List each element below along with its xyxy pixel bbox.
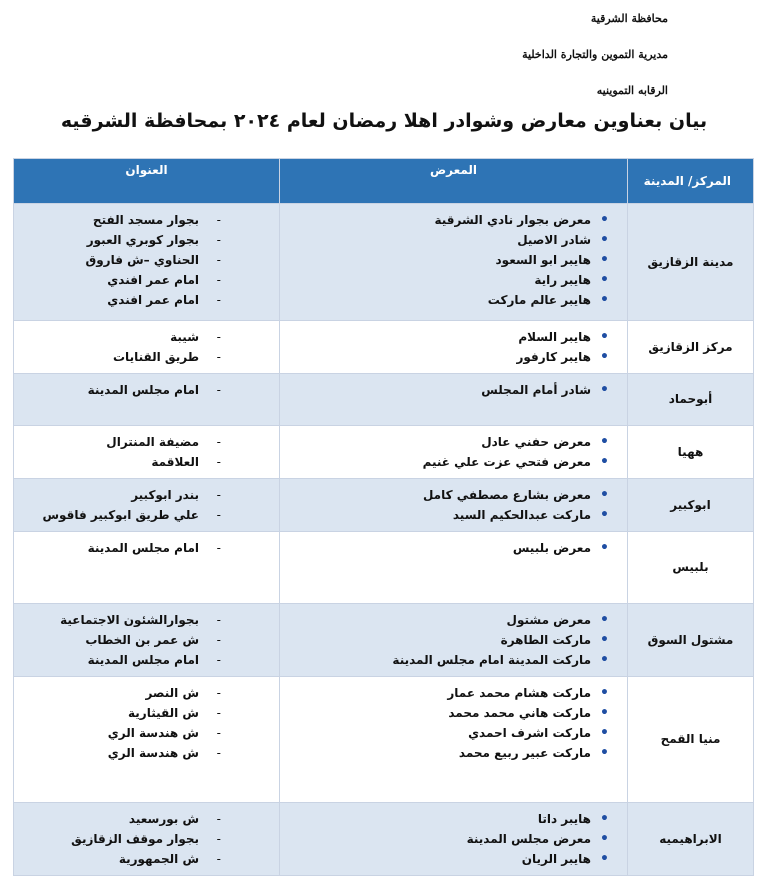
table-row — [14, 604, 754, 677]
addresses-list — [14, 374, 279, 406]
city-cell: أبوحماد — [628, 374, 754, 426]
addresses-cell — [14, 604, 280, 677]
table-row — [14, 479, 754, 532]
addresses-list — [14, 532, 279, 564]
exhibitions-list — [280, 479, 627, 531]
header-department: الرقابه التموينيه — [596, 84, 668, 97]
exhibitions-list — [280, 374, 627, 406]
address-item: - بندر ابوكبير — [14, 485, 279, 505]
exhibition-item: • ماركت عبدالحكيم السيد — [280, 505, 627, 525]
table-row — [14, 426, 754, 479]
city-cell: ابوكبير — [628, 479, 754, 532]
addresses-cell — [14, 677, 280, 803]
address-item: - ش عمر بن الخطاب — [14, 630, 279, 650]
exhibition-item: • هايبر عالم ماركت — [280, 290, 627, 310]
header-address: العنوان — [14, 159, 280, 204]
exhibition-item: • ماركت الطاهرة — [280, 630, 627, 650]
exhibition-item: • هايبر داتا — [280, 809, 627, 829]
address-item: - ش بورسعيد — [14, 809, 279, 829]
exhibition-item: • معرض مشتول — [280, 610, 627, 630]
address-item: - ش القيثارية — [14, 703, 279, 723]
exhibition-item: • معرض بجوار نادي الشرقية — [280, 210, 627, 230]
exhibitions-cell — [280, 479, 628, 532]
city-cell: مدينة الزقازيق — [628, 204, 754, 321]
exhibition-item: • ماركت عبير ربيع محمد — [280, 743, 627, 763]
address-item: - بجوار كوبري العبور — [14, 230, 279, 250]
address-item: - امام مجلس المدينة — [14, 650, 279, 670]
address-item: - ش النصر — [14, 683, 279, 703]
header-governorate: محافظة الشرقية — [590, 12, 668, 25]
table-row — [14, 677, 754, 803]
exhibitions-cell — [280, 321, 628, 374]
exhibition-item: • معرض مجلس المدينة — [280, 829, 627, 849]
exhibitions-list — [280, 677, 627, 769]
city-cell: بلبيس — [628, 532, 754, 604]
addresses-list — [14, 204, 279, 316]
address-item: - ش هندسة الري — [14, 743, 279, 763]
address-item: - بجوار مسجد الفتح — [14, 210, 279, 230]
document-title: بيان بعناوين معارض وشوادر اهلا رمضان لعام ٢٠٢٤ بمحافظة الشرقيه — [60, 110, 708, 132]
address-item: - ش الجمهورية — [14, 849, 279, 869]
exhibitions-cell — [280, 532, 628, 604]
address-item: - بجوارالشئون الاجتماعية — [14, 610, 279, 630]
city-cell: مركز الزقازيق — [628, 321, 754, 374]
table-body — [14, 204, 754, 876]
header-city: المركز/ المدينة — [628, 159, 754, 204]
table-row — [14, 374, 754, 426]
addresses-cell — [14, 479, 280, 532]
exhibitions-list — [280, 204, 627, 316]
table-row — [14, 321, 754, 374]
addresses-list — [14, 803, 279, 875]
table-row — [14, 803, 754, 876]
exhibitions-list — [280, 426, 627, 478]
addresses-list — [14, 677, 279, 769]
exhibitions-list — [280, 321, 627, 373]
exhibitions-list — [280, 532, 627, 564]
city-cell: منيا القمح — [628, 677, 754, 803]
address-item: - طريق القنايات — [14, 347, 279, 367]
address-item: - بجوار موقف الزقازيق — [14, 829, 279, 849]
city-cell: مشتول السوق — [628, 604, 754, 677]
table-header-row — [14, 159, 754, 204]
exhibitions-list — [280, 803, 627, 875]
addresses-cell — [14, 374, 280, 426]
header-exhibition: المعرض — [280, 159, 628, 204]
exhibition-item: • ماركت المدينة امام مجلس المدينة — [280, 650, 627, 670]
address-item: - العلاقمة — [14, 452, 279, 472]
exhibitions-table — [13, 158, 754, 876]
exhibition-item: • ماركت اشرف احمدي — [280, 723, 627, 743]
exhibitions-cell — [280, 604, 628, 677]
address-item: - ش هندسة الري — [14, 723, 279, 743]
exhibitions-cell — [280, 803, 628, 876]
exhibitions-cell — [280, 374, 628, 426]
table-row — [14, 204, 754, 321]
address-item: - الحناوي –ش فاروق — [14, 250, 279, 270]
exhibition-item: • ماركت هاني محمد محمد — [280, 703, 627, 723]
addresses-cell — [14, 426, 280, 479]
address-item: - شيبة — [14, 327, 279, 347]
city-cell: الابراهيميه — [628, 803, 754, 876]
address-item: - امام عمر افندي — [14, 270, 279, 290]
address-item: - امام مجلس المدينة — [14, 380, 279, 400]
addresses-cell — [14, 532, 280, 604]
addresses-cell — [14, 803, 280, 876]
addresses-list — [14, 426, 279, 478]
header-directorate: مديرية التموين والتجارة الداخلية — [522, 48, 668, 61]
addresses-list — [14, 479, 279, 531]
exhibition-item: • هايبر السلام — [280, 327, 627, 347]
address-item: - مضيفة المنترال — [14, 432, 279, 452]
address-item: - علي طريق ابوكبير فاقوس — [14, 505, 279, 525]
exhibition-item: • هايبر ابو السعود — [280, 250, 627, 270]
addresses-cell — [14, 321, 280, 374]
exhibition-item: • هايبر راية — [280, 270, 627, 290]
exhibitions-list — [280, 604, 627, 676]
exhibitions-cell — [280, 426, 628, 479]
exhibition-item: • هايبر الريان — [280, 849, 627, 869]
exhibition-item: • معرض بلبيس — [280, 538, 627, 558]
exhibitions-cell — [280, 204, 628, 321]
exhibition-item: • معرض بشارع مصطفي كامل — [280, 485, 627, 505]
city-cell: ههيا — [628, 426, 754, 479]
exhibition-item: • معرض حفني عادل — [280, 432, 627, 452]
addresses-list — [14, 604, 279, 676]
exhibition-item: • شادر الاصيل — [280, 230, 627, 250]
exhibition-item: • شادر أمام المجلس — [280, 380, 627, 400]
exhibition-item: • ماركت هشام محمد عمار — [280, 683, 627, 703]
exhibition-item: • معرض فتحي عزت علي غنيم — [280, 452, 627, 472]
addresses-cell — [14, 204, 280, 321]
address-item: - امام عمر افندي — [14, 290, 279, 310]
table-row — [14, 532, 754, 604]
addresses-list — [14, 321, 279, 373]
address-item: - امام مجلس المدينة — [14, 538, 279, 558]
exhibitions-cell — [280, 677, 628, 803]
exhibition-item: • هايبر كارفور — [280, 347, 627, 367]
